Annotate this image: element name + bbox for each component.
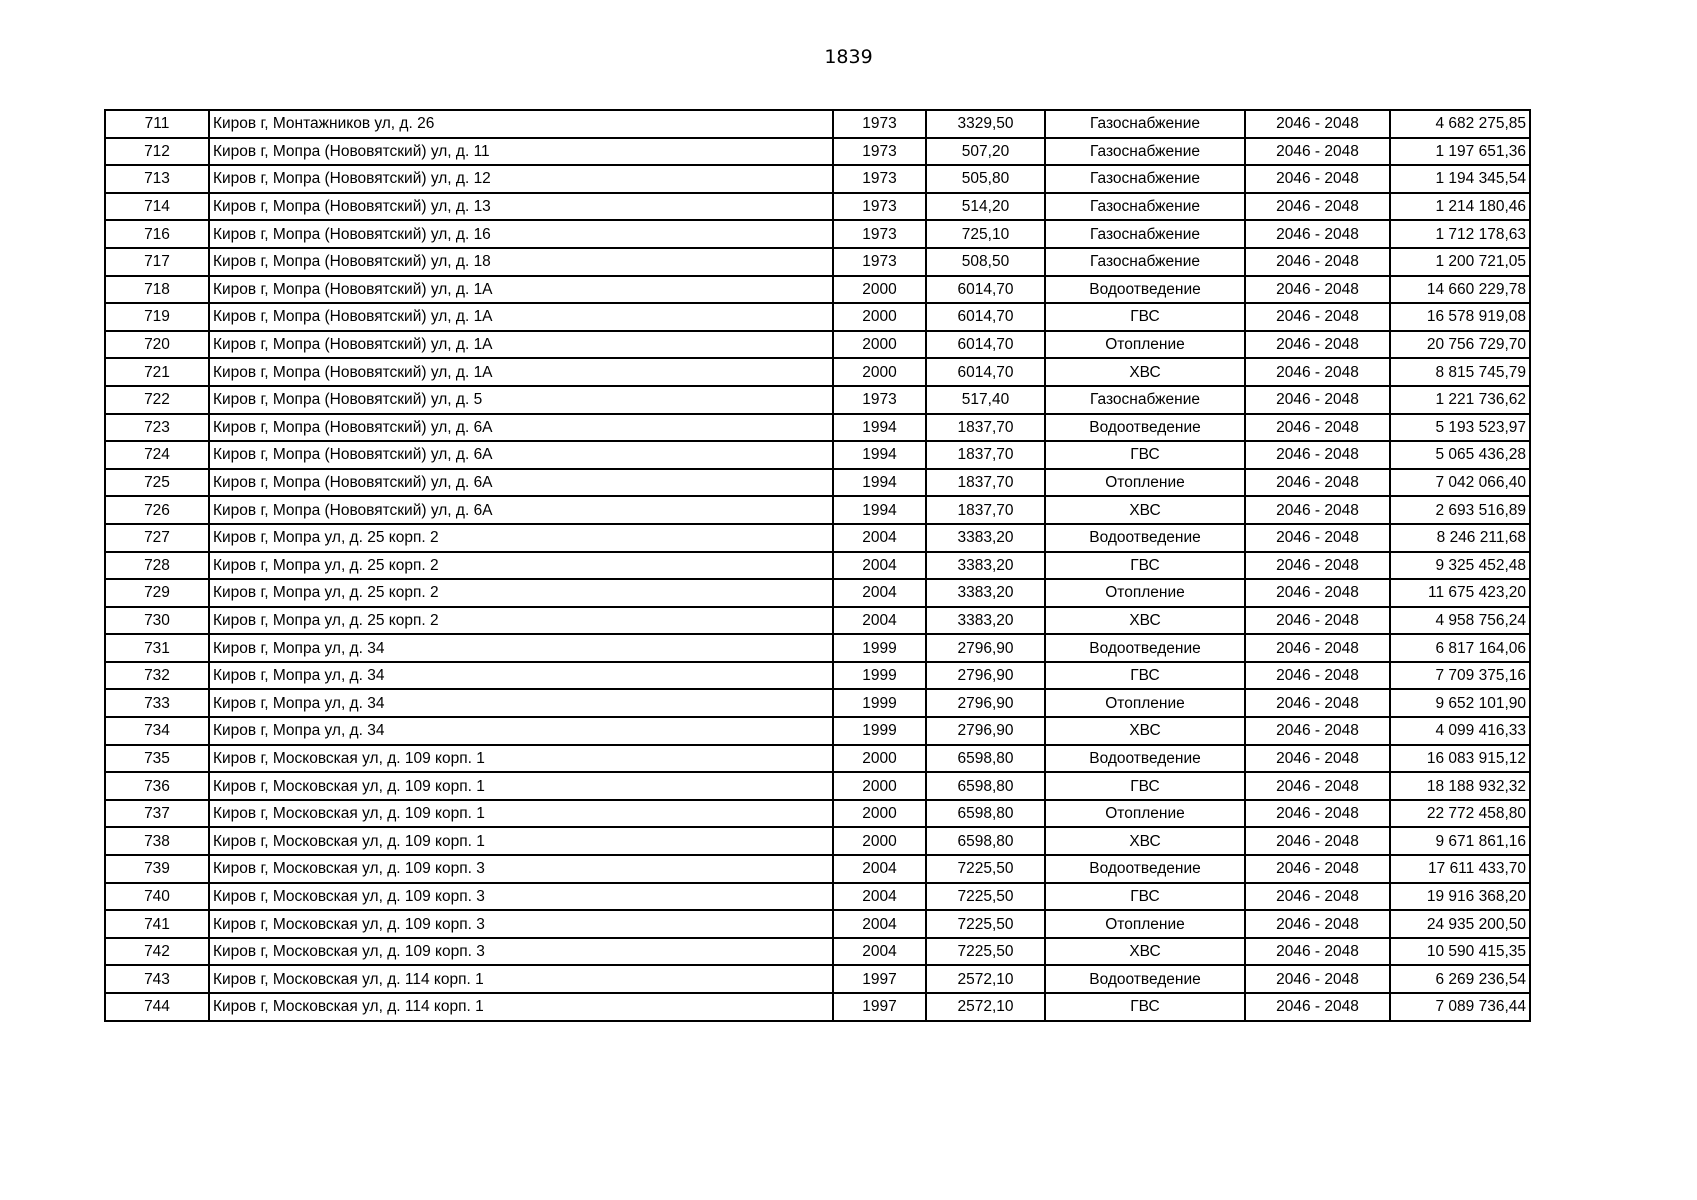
area-cell: 1837,70 (926, 414, 1045, 442)
year-cell: 2000 (833, 358, 926, 386)
row-number-cell: 728 (105, 552, 209, 580)
cost-cell: 9 652 101,90 (1390, 689, 1530, 717)
row-number-cell: 735 (105, 745, 209, 773)
work-type-cell: Водоотведение (1045, 276, 1245, 304)
year-cell: 2004 (833, 552, 926, 580)
work-type-cell: Газоснабжение (1045, 386, 1245, 414)
table-row (105, 938, 1530, 966)
table-row (105, 138, 1530, 166)
work-type-cell: Отопление (1045, 800, 1245, 828)
row-number-cell: 729 (105, 579, 209, 607)
table-row (105, 358, 1530, 386)
cost-cell: 16 578 919,08 (1390, 303, 1530, 331)
row-number-cell: 734 (105, 717, 209, 745)
year-cell: 1994 (833, 441, 926, 469)
cost-cell: 10 590 415,35 (1390, 938, 1530, 966)
address-cell: Киров г, Мопра ул, д. 34 (209, 662, 833, 690)
year-cell: 1994 (833, 469, 926, 497)
year-cell: 1999 (833, 717, 926, 745)
period-cell: 2046 - 2048 (1245, 965, 1390, 993)
period-cell: 2046 - 2048 (1245, 579, 1390, 607)
area-cell: 6598,80 (926, 800, 1045, 828)
table-row (105, 993, 1530, 1021)
table-row (105, 469, 1530, 497)
period-cell: 2046 - 2048 (1245, 772, 1390, 800)
period-cell: 2046 - 2048 (1245, 110, 1390, 138)
period-cell: 2046 - 2048 (1245, 552, 1390, 580)
row-number-cell: 724 (105, 441, 209, 469)
row-number-cell: 723 (105, 414, 209, 442)
period-cell: 2046 - 2048 (1245, 220, 1390, 248)
work-type-cell: Газоснабжение (1045, 138, 1245, 166)
period-cell: 2046 - 2048 (1245, 469, 1390, 497)
area-cell: 6014,70 (926, 276, 1045, 304)
address-cell: Киров г, Московская ул, д. 109 корп. 1 (209, 772, 833, 800)
period-cell: 2046 - 2048 (1245, 524, 1390, 552)
row-number-cell: 717 (105, 248, 209, 276)
row-number-cell: 742 (105, 938, 209, 966)
year-cell: 2000 (833, 800, 926, 828)
work-type-cell: Отопление (1045, 689, 1245, 717)
year-cell: 1973 (833, 138, 926, 166)
cost-cell: 4 682 275,85 (1390, 110, 1530, 138)
work-type-cell: ХВС (1045, 607, 1245, 635)
period-cell: 2046 - 2048 (1245, 910, 1390, 938)
table-row (105, 110, 1530, 138)
table-row (105, 248, 1530, 276)
work-type-cell: ХВС (1045, 827, 1245, 855)
cost-cell: 1 214 180,46 (1390, 193, 1530, 221)
table-row (105, 386, 1530, 414)
area-cell: 6014,70 (926, 303, 1045, 331)
cost-cell: 8 246 211,68 (1390, 524, 1530, 552)
year-cell: 2004 (833, 938, 926, 966)
cost-cell: 1 221 736,62 (1390, 386, 1530, 414)
year-cell: 1973 (833, 248, 926, 276)
page-number: 1839 (824, 46, 873, 68)
period-cell: 2046 - 2048 (1245, 689, 1390, 717)
cost-cell: 9 325 452,48 (1390, 552, 1530, 580)
year-cell: 1999 (833, 662, 926, 690)
area-cell: 6598,80 (926, 772, 1045, 800)
table-row (105, 331, 1530, 359)
address-cell: Киров г, Мопра ул, д. 34 (209, 717, 833, 745)
period-cell: 2046 - 2048 (1245, 276, 1390, 304)
address-cell: Киров г, Мопра (Нововятский) ул, д. 12 (209, 165, 833, 193)
table-row (105, 910, 1530, 938)
table-row (105, 800, 1530, 828)
address-cell: Киров г, Мопра ул, д. 25 корп. 2 (209, 579, 833, 607)
cost-cell: 1 200 721,05 (1390, 248, 1530, 276)
area-cell: 7225,50 (926, 938, 1045, 966)
area-cell: 3383,20 (926, 552, 1045, 580)
address-cell: Киров г, Московская ул, д. 109 корп. 1 (209, 827, 833, 855)
address-cell: Киров г, Мопра ул, д. 25 корп. 2 (209, 552, 833, 580)
address-cell: Киров г, Мопра ул, д. 25 корп. 2 (209, 524, 833, 552)
table-row (105, 552, 1530, 580)
cost-cell: 17 611 433,70 (1390, 855, 1530, 883)
cost-cell: 11 675 423,20 (1390, 579, 1530, 607)
table-row (105, 965, 1530, 993)
address-cell: Киров г, Мопра (Нововятский) ул, д. 6А (209, 414, 833, 442)
table-row (105, 689, 1530, 717)
table-row (105, 441, 1530, 469)
work-type-cell: ГВС (1045, 993, 1245, 1021)
row-number-cell: 720 (105, 331, 209, 359)
row-number-cell: 741 (105, 910, 209, 938)
work-type-cell: ГВС (1045, 662, 1245, 690)
cost-cell: 24 935 200,50 (1390, 910, 1530, 938)
period-cell: 2046 - 2048 (1245, 358, 1390, 386)
area-cell: 2796,90 (926, 634, 1045, 662)
row-number-cell: 711 (105, 110, 209, 138)
address-cell: Киров г, Московская ул, д. 114 корп. 1 (209, 993, 833, 1021)
table-row (105, 855, 1530, 883)
cost-cell: 1 197 651,36 (1390, 138, 1530, 166)
area-cell: 6014,70 (926, 331, 1045, 359)
year-cell: 2000 (833, 303, 926, 331)
cost-cell: 6 269 236,54 (1390, 965, 1530, 993)
address-cell: Киров г, Мопра (Нововятский) ул, д. 6А (209, 496, 833, 524)
cost-cell: 14 660 229,78 (1390, 276, 1530, 304)
year-cell: 1973 (833, 110, 926, 138)
address-cell: Киров г, Мопра ул, д. 25 корп. 2 (209, 607, 833, 635)
row-number-cell: 722 (105, 386, 209, 414)
address-cell: Киров г, Московская ул, д. 109 корп. 3 (209, 938, 833, 966)
address-cell: Киров г, Московская ул, д. 109 корп. 3 (209, 910, 833, 938)
year-cell: 1999 (833, 689, 926, 717)
address-cell: Киров г, Мопра (Нововятский) ул, д. 1А (209, 303, 833, 331)
area-cell: 514,20 (926, 193, 1045, 221)
cost-cell: 20 756 729,70 (1390, 331, 1530, 359)
table-row (105, 883, 1530, 911)
row-number-cell: 739 (105, 855, 209, 883)
work-type-cell: ХВС (1045, 717, 1245, 745)
area-cell: 3329,50 (926, 110, 1045, 138)
year-cell: 1997 (833, 993, 926, 1021)
work-type-cell: Отопление (1045, 469, 1245, 497)
address-cell: Киров г, Мопра (Нововятский) ул, д. 6А (209, 469, 833, 497)
cost-cell: 22 772 458,80 (1390, 800, 1530, 828)
cost-cell: 7 709 375,16 (1390, 662, 1530, 690)
address-cell: Киров г, Московская ул, д. 109 корп. 1 (209, 745, 833, 773)
cost-cell: 4 958 756,24 (1390, 607, 1530, 635)
area-cell: 1837,70 (926, 441, 1045, 469)
table-row (105, 524, 1530, 552)
period-cell: 2046 - 2048 (1245, 607, 1390, 635)
table-row (105, 634, 1530, 662)
cost-cell: 1 712 178,63 (1390, 220, 1530, 248)
year-cell: 2000 (833, 331, 926, 359)
work-type-cell: ХВС (1045, 358, 1245, 386)
year-cell: 1973 (833, 220, 926, 248)
address-cell: Киров г, Мопра (Нововятский) ул, д. 16 (209, 220, 833, 248)
work-type-cell: ГВС (1045, 772, 1245, 800)
cost-cell: 7 089 736,44 (1390, 993, 1530, 1021)
area-cell: 3383,20 (926, 607, 1045, 635)
period-cell: 2046 - 2048 (1245, 634, 1390, 662)
table-row (105, 662, 1530, 690)
area-cell: 3383,20 (926, 524, 1045, 552)
address-cell: Киров г, Мопра (Нововятский) ул, д. 1А (209, 358, 833, 386)
table-row (105, 276, 1530, 304)
address-cell: Киров г, Мопра (Нововятский) ул, д. 5 (209, 386, 833, 414)
area-cell: 725,10 (926, 220, 1045, 248)
work-type-cell: Отопление (1045, 331, 1245, 359)
year-cell: 2004 (833, 524, 926, 552)
area-cell: 6598,80 (926, 827, 1045, 855)
area-cell: 7225,50 (926, 855, 1045, 883)
area-cell: 6598,80 (926, 745, 1045, 773)
work-type-cell: Газоснабжение (1045, 110, 1245, 138)
work-type-cell: Водоотведение (1045, 524, 1245, 552)
table-row (105, 717, 1530, 745)
address-cell: Киров г, Мопра (Нововятский) ул, д. 11 (209, 138, 833, 166)
period-cell: 2046 - 2048 (1245, 441, 1390, 469)
period-cell: 2046 - 2048 (1245, 138, 1390, 166)
address-cell: Киров г, Мопра (Нововятский) ул, д. 6А (209, 441, 833, 469)
row-number-cell: 718 (105, 276, 209, 304)
row-number-cell: 733 (105, 689, 209, 717)
work-type-cell: ГВС (1045, 441, 1245, 469)
address-cell: Киров г, Московская ул, д. 109 корп. 3 (209, 855, 833, 883)
table-body (105, 110, 1530, 1021)
period-cell: 2046 - 2048 (1245, 496, 1390, 524)
cost-cell: 7 042 066,40 (1390, 469, 1530, 497)
work-type-cell: Газоснабжение (1045, 165, 1245, 193)
period-cell: 2046 - 2048 (1245, 165, 1390, 193)
address-cell: Киров г, Мопра (Нововятский) ул, д. 1А (209, 276, 833, 304)
area-cell: 2796,90 (926, 717, 1045, 745)
year-cell: 2004 (833, 855, 926, 883)
row-number-cell: 740 (105, 883, 209, 911)
row-number-cell: 744 (105, 993, 209, 1021)
work-type-cell: ХВС (1045, 938, 1245, 966)
year-cell: 1994 (833, 496, 926, 524)
row-number-cell: 721 (105, 358, 209, 386)
address-cell: Киров г, Мопра ул, д. 34 (209, 689, 833, 717)
year-cell: 2000 (833, 772, 926, 800)
row-number-cell: 738 (105, 827, 209, 855)
period-cell: 2046 - 2048 (1245, 193, 1390, 221)
address-cell: Киров г, Мопра (Нововятский) ул, д. 13 (209, 193, 833, 221)
area-cell: 2796,90 (926, 662, 1045, 690)
area-cell: 517,40 (926, 386, 1045, 414)
row-number-cell: 737 (105, 800, 209, 828)
period-cell: 2046 - 2048 (1245, 800, 1390, 828)
work-type-cell: Отопление (1045, 579, 1245, 607)
buildings-table (104, 109, 1531, 1022)
row-number-cell: 736 (105, 772, 209, 800)
year-cell: 2004 (833, 579, 926, 607)
work-type-cell: Водоотведение (1045, 745, 1245, 773)
cost-cell: 18 188 932,32 (1390, 772, 1530, 800)
year-cell: 1994 (833, 414, 926, 442)
period-cell: 2046 - 2048 (1245, 662, 1390, 690)
period-cell: 2046 - 2048 (1245, 386, 1390, 414)
table-row (105, 165, 1530, 193)
area-cell: 7225,50 (926, 910, 1045, 938)
table-row (105, 827, 1530, 855)
area-cell: 1837,70 (926, 496, 1045, 524)
work-type-cell: ХВС (1045, 496, 1245, 524)
table-row (105, 772, 1530, 800)
year-cell: 1973 (833, 386, 926, 414)
row-number-cell: 730 (105, 607, 209, 635)
cost-cell: 16 083 915,12 (1390, 745, 1530, 773)
area-cell: 507,20 (926, 138, 1045, 166)
cost-cell: 9 671 861,16 (1390, 827, 1530, 855)
row-number-cell: 712 (105, 138, 209, 166)
table-row (105, 579, 1530, 607)
year-cell: 2000 (833, 276, 926, 304)
row-number-cell: 714 (105, 193, 209, 221)
year-cell: 2004 (833, 607, 926, 635)
work-type-cell: Водоотведение (1045, 634, 1245, 662)
work-type-cell: Водоотведение (1045, 414, 1245, 442)
address-cell: Киров г, Монтажников ул, д. 26 (209, 110, 833, 138)
year-cell: 1997 (833, 965, 926, 993)
area-cell: 2796,90 (926, 689, 1045, 717)
period-cell: 2046 - 2048 (1245, 827, 1390, 855)
work-type-cell: Водоотведение (1045, 855, 1245, 883)
work-type-cell: ГВС (1045, 883, 1245, 911)
address-cell: Киров г, Мопра (Нововятский) ул, д. 18 (209, 248, 833, 276)
period-cell: 2046 - 2048 (1245, 414, 1390, 442)
work-type-cell: Газоснабжение (1045, 248, 1245, 276)
area-cell: 3383,20 (926, 579, 1045, 607)
area-cell: 6014,70 (926, 358, 1045, 386)
address-cell: Киров г, Мопра ул, д. 34 (209, 634, 833, 662)
year-cell: 1973 (833, 193, 926, 221)
period-cell: 2046 - 2048 (1245, 248, 1390, 276)
period-cell: 2046 - 2048 (1245, 303, 1390, 331)
work-type-cell: Газоснабжение (1045, 220, 1245, 248)
cost-cell: 5 065 436,28 (1390, 441, 1530, 469)
area-cell: 505,80 (926, 165, 1045, 193)
period-cell: 2046 - 2048 (1245, 745, 1390, 773)
period-cell: 2046 - 2048 (1245, 855, 1390, 883)
table-row (105, 745, 1530, 773)
row-number-cell: 743 (105, 965, 209, 993)
period-cell: 2046 - 2048 (1245, 993, 1390, 1021)
work-type-cell: ГВС (1045, 552, 1245, 580)
area-cell: 2572,10 (926, 993, 1045, 1021)
area-cell: 1837,70 (926, 469, 1045, 497)
table-row (105, 414, 1530, 442)
table-row (105, 193, 1530, 221)
row-number-cell: 726 (105, 496, 209, 524)
year-cell: 2000 (833, 745, 926, 773)
row-number-cell: 716 (105, 220, 209, 248)
cost-cell: 4 099 416,33 (1390, 717, 1530, 745)
work-type-cell: Водоотведение (1045, 965, 1245, 993)
cost-cell: 5 193 523,97 (1390, 414, 1530, 442)
row-number-cell: 725 (105, 469, 209, 497)
period-cell: 2046 - 2048 (1245, 717, 1390, 745)
table-row (105, 220, 1530, 248)
table-row (105, 607, 1530, 635)
row-number-cell: 727 (105, 524, 209, 552)
cost-cell: 8 815 745,79 (1390, 358, 1530, 386)
year-cell: 1999 (833, 634, 926, 662)
period-cell: 2046 - 2048 (1245, 331, 1390, 359)
area-cell: 2572,10 (926, 965, 1045, 993)
work-type-cell: Отопление (1045, 910, 1245, 938)
year-cell: 2004 (833, 883, 926, 911)
table-row (105, 496, 1530, 524)
year-cell: 2004 (833, 910, 926, 938)
cost-cell: 1 194 345,54 (1390, 165, 1530, 193)
year-cell: 1973 (833, 165, 926, 193)
work-type-cell: ГВС (1045, 303, 1245, 331)
year-cell: 2000 (833, 827, 926, 855)
row-number-cell: 731 (105, 634, 209, 662)
area-cell: 7225,50 (926, 883, 1045, 911)
work-type-cell: Газоснабжение (1045, 193, 1245, 221)
cost-cell: 19 916 368,20 (1390, 883, 1530, 911)
table-row (105, 303, 1530, 331)
cost-cell: 6 817 164,06 (1390, 634, 1530, 662)
address-cell: Киров г, Московская ул, д. 109 корп. 1 (209, 800, 833, 828)
area-cell: 508,50 (926, 248, 1045, 276)
address-cell: Киров г, Мопра (Нововятский) ул, д. 1А (209, 331, 833, 359)
cost-cell: 2 693 516,89 (1390, 496, 1530, 524)
row-number-cell: 732 (105, 662, 209, 690)
period-cell: 2046 - 2048 (1245, 938, 1390, 966)
row-number-cell: 719 (105, 303, 209, 331)
address-cell: Киров г, Московская ул, д. 114 корп. 1 (209, 965, 833, 993)
address-cell: Киров г, Московская ул, д. 109 корп. 3 (209, 883, 833, 911)
period-cell: 2046 - 2048 (1245, 883, 1390, 911)
row-number-cell: 713 (105, 165, 209, 193)
